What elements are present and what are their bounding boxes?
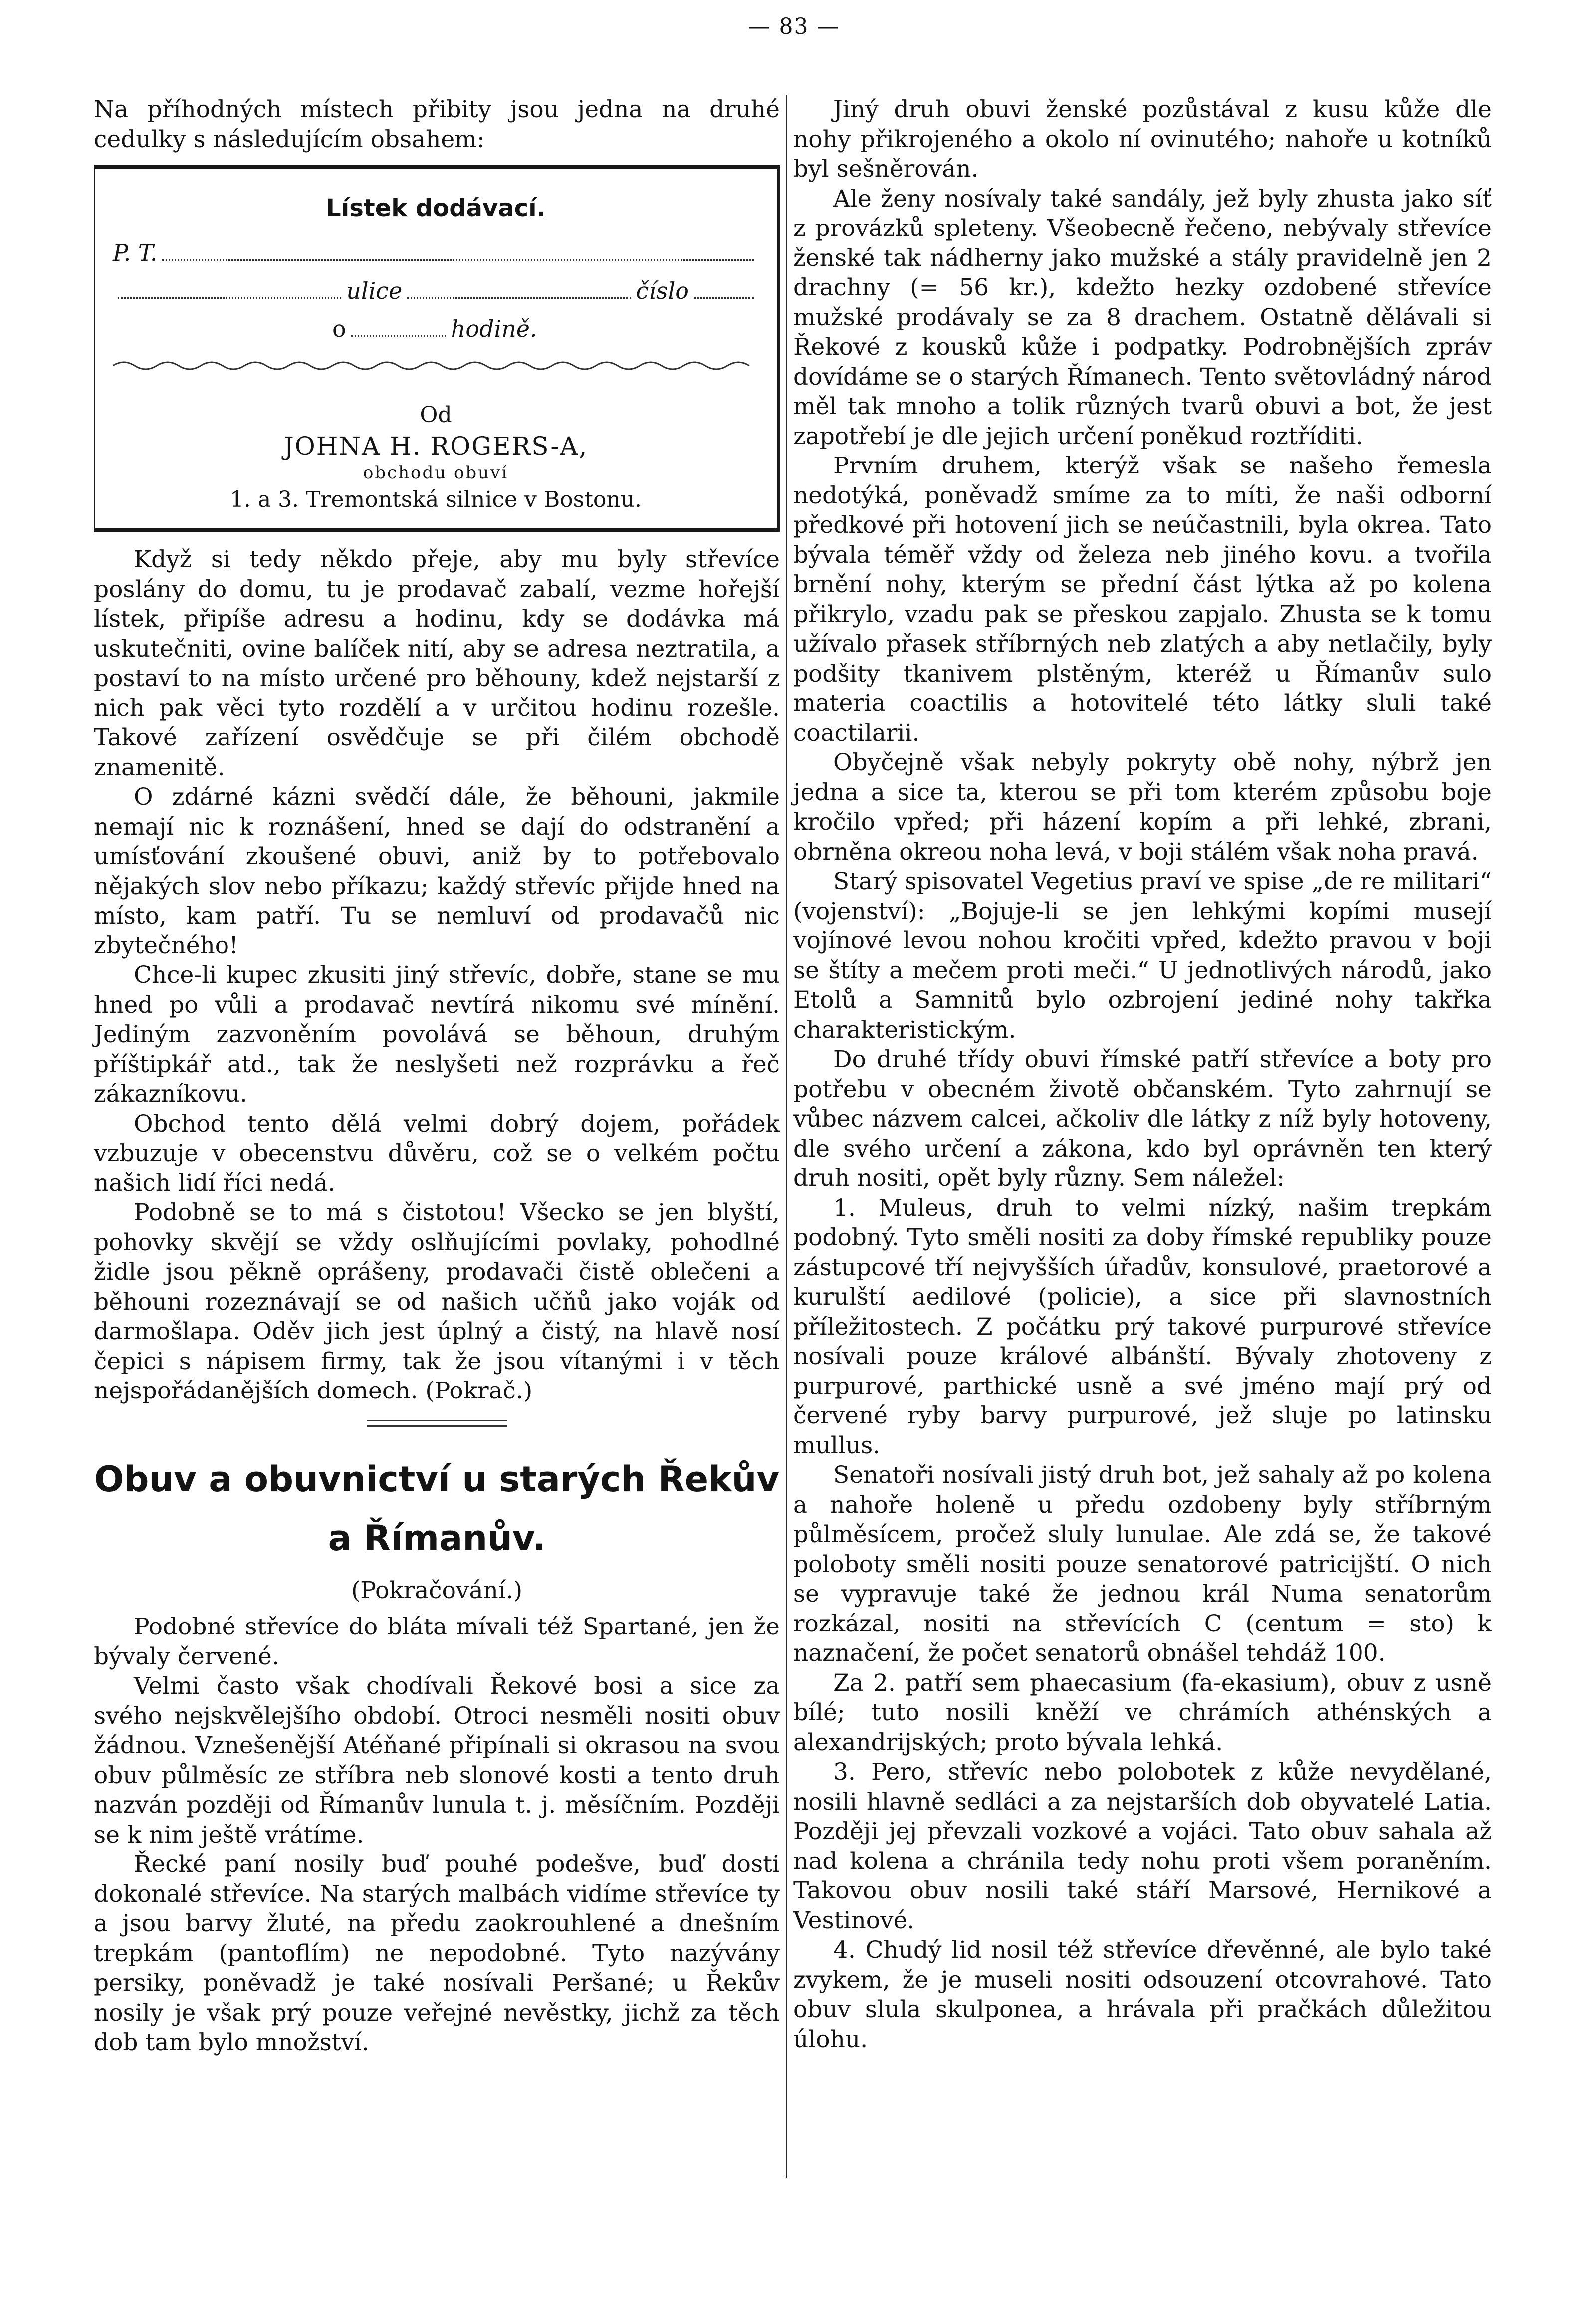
page-number: — 83 — [748, 14, 840, 39]
paragraph: 1. Muleus, druh to velmi nízký, našim trepkám podobný. Tyto směli nositi za doby římské republiky pouze zástupcové tří nejvyšších úřadův, konsulové, praetorové a kurulští aedilové (policie), a sice při slavnostních příležitostech. Z počátku prý takové purpurové střevíce nosívali pouze králové albánští. Bývaly zhotoveny z purpurové, parthické usně a své jméno mají prý od červené ryby barvy purpurové, jež sluje po latinsku mullus. [793, 1194, 1492, 1459]
slip-dotted-line [351, 318, 446, 337]
paragraph: Velmi často však chodívali Řekové bosi a sice za svého nejskvělejšího období. Otroci nesměli nositi obuv žádnou. Vznešenější Atéňané připínali si okrasou na svou obuv půlměsíc ze stříbra neb slonové kosti a tento druh nazván později od Římanův lunula t. j. měsíčním. Později se k nim ještě vrátíme. [94, 1672, 780, 1849]
right-column [793, 95, 1492, 2054]
slip-street-label: ulice [346, 277, 403, 304]
slip-o-label: o [332, 315, 346, 342]
paragraph: Prvním druhem, kterýž však se našeho řemesla nedotýká, poněvadž smíme za to míti, že naši odborní předkové při hotovení jich se neúčastnili, byla okrea. Tato bývala téměř vždy od železa neb jiného kovu. a tvořila brnění nohy, kterým se přední část lýtka až po kolena přikrylo, vzadu pak se přeskou zapjalo. Zhusta se k tomu užívalo přasek stříbrných neb zlatých a aby netlačily, byly podšity tkanivem plstěným, kteréž u Římanův sulo materia coactilis a hotovitelé této látky sluli také coactilarii. [793, 452, 1492, 747]
intro-paragraph: Na příhodných místech přibity jsou jedna na druhé cedulky s následujícím obsahem: [94, 96, 780, 153]
slip-hour-label: hodině. [451, 315, 537, 342]
slip-title: Lístek dodávací. [326, 194, 546, 222]
slip-shop-type: obchodu obuví [363, 463, 509, 483]
slip-dotted-line [162, 242, 754, 261]
paragraph: Obchod tento dělá velmi dobrý dojem, pořádek vzbuzuje v obecenstvu důvěru, což se o velkém počtu našich lidí říci nedá. [94, 1110, 780, 1197]
article-title-line: Obuv a obuvnictví u starých Řekův [94, 1458, 780, 1500]
slip-address: 1. a 3. Tremontská silnice v Bostonu. [229, 487, 642, 512]
paragraph: Senatoři nosívali jistý druh bot, jež sahaly až po kolena a nahoře holeně u předu ozdobeny byly stříbrným půlměsícem, pročež sluly lunulae. Ale zdá se, že takové poloboty směli nositi pouze senatorové patricijští. O nich se vypravuje také že jednou král Numa senatorům rozkázal, nositi na střevících C (centum = sto) k naznačení, že počet senatorů obnášel tehdáž 100. [793, 1461, 1492, 1667]
article-title-line: a Římanův. [328, 1517, 546, 1559]
slip-hour-row [113, 313, 759, 344]
paragraph: Do druhé třídy obuvi římské patří střevíce a boty pro potřebu v obecném životě občanském. Tyto zahrnují se vůbec názvem calcei, ačkoliv dle látky z níž byly hotoveny, dle svého určení a zákona, kdo byl oprávněn ten který druh nositi, opět byly různy. Sem náležel: [793, 1046, 1492, 1192]
paragraph: Za 2. patří sem phaecasium (fa-ekasium), obuv z usně bílé; tuto nosili kněží ve chrámích athénských a alexandrijských; proto bývala lehká. [793, 1669, 1492, 1756]
paragraph: Jiný druh obuvi ženské pozůstával z kusu kůže dle nohy přikrojeného a okolo ní ovinutého; nahoře u kotníků byl sešněrován. [793, 96, 1492, 183]
paragraph: Chce-li kupec zkusiti jiný střevíc, dobře, stane se mu hned po vůli a prodavač nevtírá nikomu své mínění. Jediným zazvoněním povolává se běhoun, druhým příštipkář atd., tak že neslyšeti než rozprávku a řeč zákazníkovu. [94, 961, 780, 1108]
paragraph: Starý spisovatel Vegetius praví ve spise „de re militari“ (vojenství): „Bojuje-li se jen lehkými kopími musejí vojínové levou nohou kročiti vpřed, kdežto pravou v boji se štíty a mečem proti meči.“ U jednotlivých národů, jako Etolů a Samnitů bylo ozbrojení jediné nohy takřka charakteristickým. [793, 868, 1492, 1044]
slip-pt-row [113, 237, 759, 268]
slip-merchant-name: JOHNA H. ROGERS-A, [283, 432, 588, 461]
paragraph: Podobně se to má s čistotou! Všecko se jen blyští, pohovky skvějí se vždy oslňujícími povlaky, pohodlné židle jsou pěkně oprášeny, prodavači čistě oblečeni a běhouni rozeznávají se od našich učňů jako voják od darmošlapa. Oděv jich jest úplný a čistý, na hlavě nosí čepici s nápisem firmy, tak že jsou vítanými i v těch nejspořádanějších domech. (Pokrač.) [94, 1199, 780, 1404]
wavy-rule [113, 358, 756, 373]
article-title [94, 1450, 780, 1568]
slip-dotted-line [407, 280, 631, 299]
paragraph: Obyčejně však nebyly pokryty obě nohy, nýbrž jen jedna a sice ta, kterou se při tom kterém způsobu boje kročilo vpřed; při házení kopím a při lehké, zbrani, obrněna okreou noha levá, v boji stálém však noha pravá. [793, 749, 1492, 866]
delivery-slip [94, 165, 780, 532]
slip-from-label: Od [420, 402, 452, 428]
slip-street-row [113, 275, 759, 306]
paragraph: 4. Chudý lid nosil též střevíce dřevěnné, ale bylo také zvykem, že je museli nositi odsouzení otcovrahové. Tato obuv slula skulponea, a hrávala při pračkách důležitou úlohu. [793, 1936, 1492, 2053]
paragraph: Ale ženy nosívaly také sandály, jež byly zhusta jako síť z provázků spleteny. Všeobecně řečeno, nebývaly střevíce ženské tak nádherny jako mužské a stály pravidelně jen 2 drachny (= 56 kr.), kdežto hezky ozdobené střevíce mužské prodávaly se za 8 drachem. Ostatně dělávali si Řekové z kousků kůže i podpatky. Podrobnějších zpráv dovídáme se o starých Římanech. Tento světovládný národ měl tak mnoho a tolik různých tvarů obuvi a bot, že jest zapotřebí je dle jejich určení poněkud roztříditi. [793, 185, 1492, 450]
slip-dotted-line [694, 280, 754, 299]
paragraph: Podobné střevíce do bláta mívali též Spartané, jen že bývaly červené. [94, 1613, 780, 1670]
column-divider [786, 95, 787, 2178]
article-continuation-note: (Pokračování.) [351, 1576, 523, 1604]
paragraph: Řecké paní nosily buď pouhé podešve, buď dosti dokonalé střevíce. Na starých malbách vidíme střevíce ty a jsou barvy žluté, na předu zaokrouhlené a dnešním trepkám (pantoflím) ne nepodobné. Tyto nazývány persiky, poněvadž je také nosívali Peršané; u Řekův nosily je však prý pouze veřejné nevěstky, jichž za těch dob tam bylo množství. [94, 1851, 780, 2056]
slip-pt-label: P. T. [113, 239, 158, 266]
slip-number-label: číslo [636, 277, 689, 304]
paragraph: Když si tedy někdo přeje, aby mu byly střevíce poslány do domu, tu je prodavač zabalí, vezme hořejší lístek, připíše adresu a hodinu, kdy se dodávka má uskutečniti, ovine balíček nití, aby se adresa neztratila, a postaví to na místo určené pro běhouny, kdež nejstarší z nich pak věci tyto rozdělí a v určitou hodinu rozešle. Takové zařízení osvědčuje se při čilém obchodě znamenitě. [94, 546, 780, 781]
left-column [94, 95, 780, 2058]
section-separator [367, 1420, 507, 1427]
paragraph: 3. Pero, střevíc nebo polobotek z kůže nevydělané, nosili hlavně sedláci a za nejstarších dob obyvatelé Latia. Později jej převzali vozkové a vojáci. Tato obuv sahala až nad kolena a chránila tedy nohu proti všem poraněním. Takovou obuv nosili také stáří Marsové, Hernikové a Vestinové. [793, 1758, 1492, 1934]
paragraph: O zdárné kázni svědčí dále, že běhouni, jakmile nemají nic k roznášení, hned se dají do odstranění a umísťování zkoušené obuvi, aniž by to potřebovalo nějakých slov nebo příkazu; každý střevíc přijde hned na místo, kam patří. Tu se nemluví od prodavačů nic zbytečného! [94, 783, 780, 959]
slip-dotted-line [118, 280, 341, 299]
